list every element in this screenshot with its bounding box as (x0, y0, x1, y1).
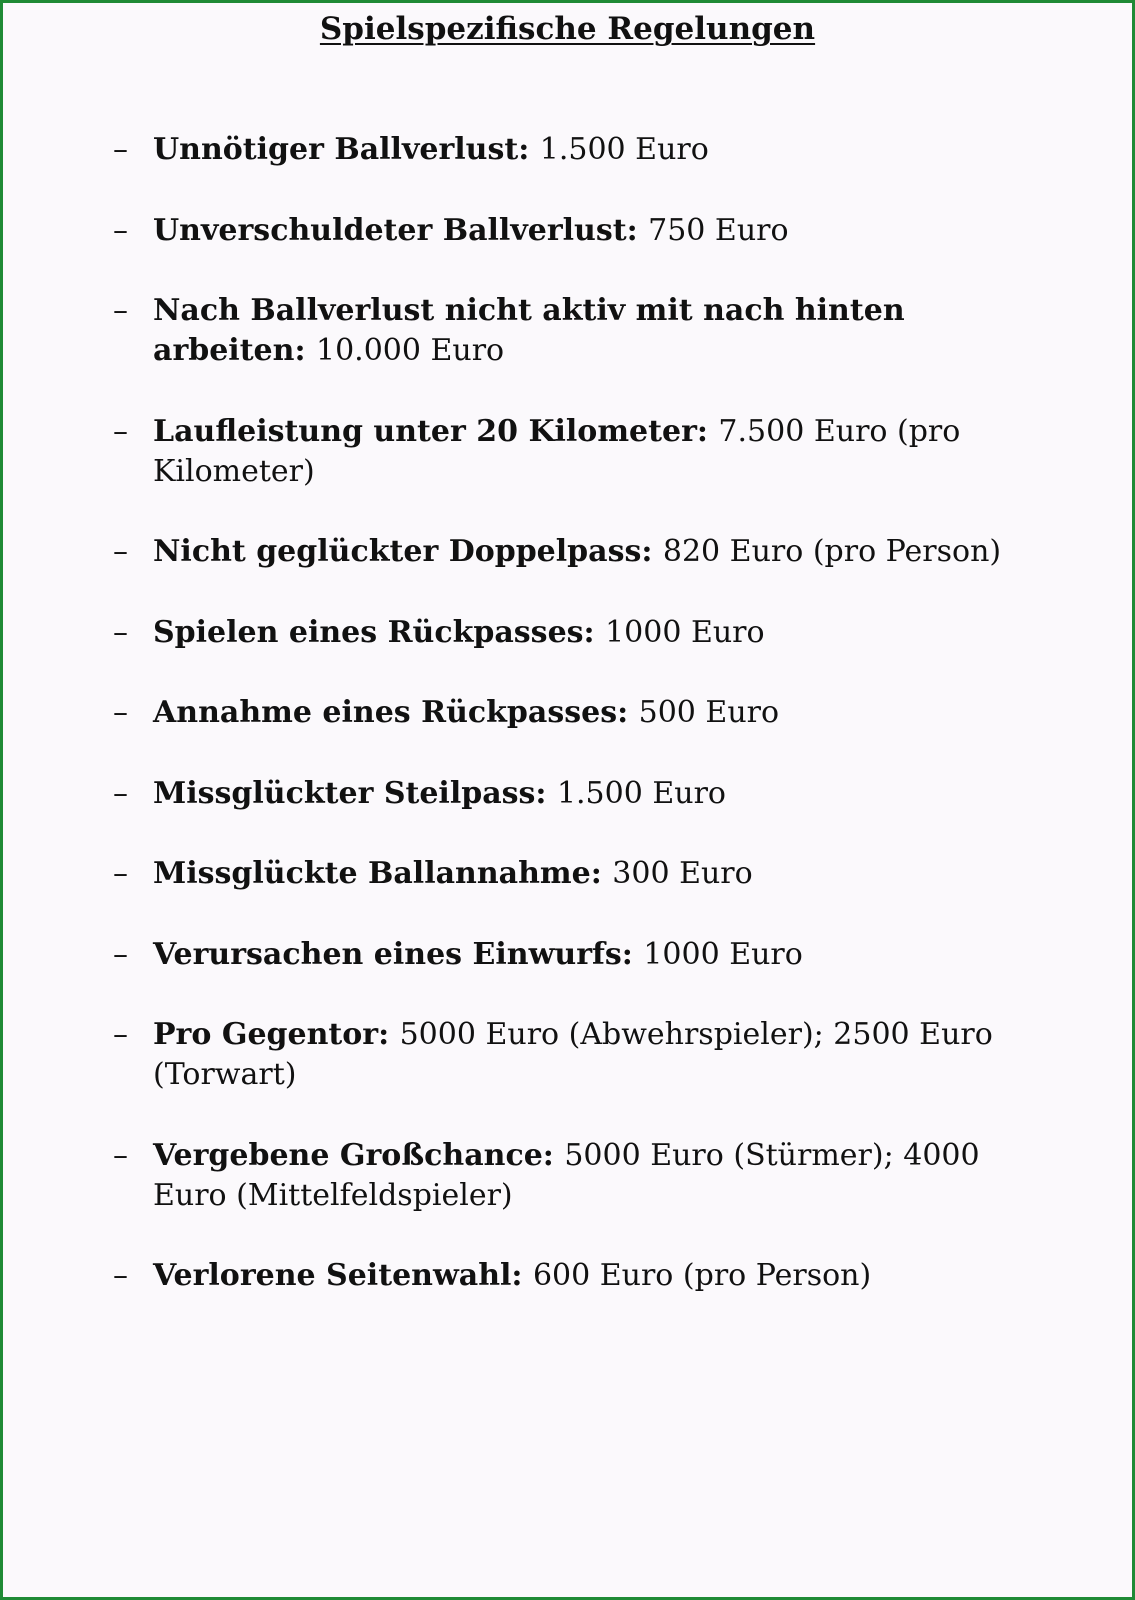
bullet-dash: – (113, 413, 128, 449)
rule-label: Nicht geglückter Doppelpass: (153, 534, 663, 569)
list-item (113, 1136, 1033, 1216)
rule-label: Pro Gegentor: (153, 1017, 400, 1052)
bullet-dash: – (113, 293, 128, 328)
rule-amount: 10.000 Euro (315, 333, 505, 368)
bullet-dash: – (113, 1017, 128, 1052)
list-item (113, 291, 1033, 371)
bullet-dash: – (113, 1137, 128, 1173)
bullet-dash: – (113, 212, 128, 248)
list-item (113, 532, 1033, 572)
rule-amount: 5000 Euro (Stürmer); 4000 Euro (Mittelfeldspieler) (153, 1137, 980, 1213)
list-item (113, 935, 1033, 975)
bullet-dash: – (113, 1258, 128, 1293)
rule-amount: 820 Euro (pro Person) (662, 534, 1002, 569)
rule-label: Missglückter Steilpass: (153, 775, 557, 811)
bullet-dash: – (113, 856, 128, 891)
list-item (113, 1256, 1033, 1296)
bullet-dash: – (113, 132, 128, 167)
rule-amount: 5000 Euro (Abwehrspieler); 2500 Euro (Torwart) (153, 1017, 993, 1092)
bullet-dash: – (113, 775, 128, 811)
rule-amount: 300 Euro (612, 856, 753, 891)
bullet-dash: – (113, 936, 128, 972)
rules-list (113, 130, 1033, 1337)
rule-label: Nach Ballverlust nicht aktiv mit nach hinten arbeiten: (153, 293, 905, 368)
rule-amount: 1000 Euro (605, 614, 765, 650)
rule-label: Verursachen eines Einwurfs: (153, 936, 644, 972)
rule-amount: 750 Euro (648, 212, 789, 248)
bullet-dash: – (113, 614, 128, 650)
bullet-dash: – (113, 695, 128, 730)
rule-label: Missglückte Ballannahme: (153, 856, 613, 891)
rule-label: Laufleistung unter 20 Kilometer: (153, 413, 719, 449)
rule-amount: 1.500 Euro (539, 132, 709, 167)
rule-amount: 1000 Euro (643, 936, 803, 972)
list-item (113, 1015, 1033, 1095)
list-item (113, 211, 1033, 251)
rule-label: Unverschuldeter Ballverlust: (153, 212, 649, 248)
list-item (113, 130, 1033, 170)
rule-label: Vergebene Großchance: (153, 1137, 565, 1173)
rule-amount: 1.500 Euro (556, 775, 726, 811)
page-title: Spielspezifische Regelungen (319, 11, 816, 47)
rule-label: Verlorene Seitenwahl: (153, 1258, 533, 1293)
list-item (113, 774, 1033, 814)
list-item (113, 693, 1033, 733)
list-item (113, 854, 1033, 894)
rule-amount: 600 Euro (pro Person) (532, 1258, 872, 1293)
rule-label: Unnötiger Ballverlust: (153, 132, 540, 167)
rule-amount: 500 Euro (638, 695, 780, 730)
list-item (113, 412, 1033, 492)
rule-label: Spielen eines Rückpasses: (153, 614, 606, 650)
bullet-dash: – (113, 534, 128, 569)
rule-amount: 7.500 Euro (pro Kilometer) (153, 413, 961, 489)
rule-label: Annahme eines Rückpasses: (153, 695, 639, 730)
list-item (113, 613, 1033, 653)
